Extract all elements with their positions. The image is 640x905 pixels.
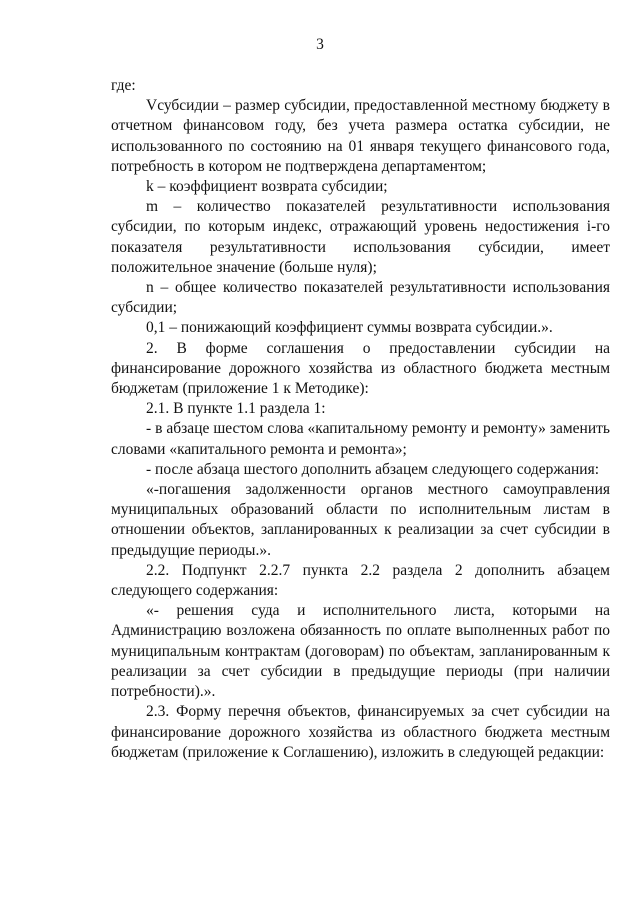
paragraph-quote-debt: «-погашения задолженности органов местного самоуправления муниципальных образований области по исполнительным листам в отношении объектов, запланированных к реализации за счет субсидии в предыдущие периоды.». bbox=[111, 481, 610, 559]
paragraph-item-2: 2. В форме соглашения о предоставлении субсидии на финансирование дорожного хозяйства из областного бюджета местным бюджетам (приложение 1 к Методике): bbox=[111, 339, 610, 398]
page-number: 3 bbox=[316, 36, 324, 53]
paragraph-item-2-1: 2.1. В пункте 1.1 раздела 1: bbox=[146, 400, 326, 418]
paragraph-replace-words: - в абзаце шестом слова «капитальному ремонту и ремонту» заменить словами «капитального ремонта и ремонта»; bbox=[111, 420, 610, 458]
paragraph-v-subsidy: Vсубсидии – размер субсидии, предоставленной местному бюджету в отчетном финансовом году, без учета размера остатка субсидии, не использованного по состоянию на 01 января текущего финансового года, потребность в котором не подтверждена департаментом; bbox=[111, 97, 610, 175]
document-body bbox=[111, 76, 610, 763]
paragraph-m: m – количество показателей результативности использования субсидии, по которым индекс, отражающий уровень недостижения i-го показателя результативности использования субсидии, имеет положительное значение (больше нуля); bbox=[111, 198, 610, 276]
paragraph-n: n – общее количество показателей результативности использования субсидии; bbox=[111, 279, 610, 317]
paragraph-item-2-3: 2.3. Форму перечня объектов, финансируемых за счет субсидии на финансирование дорожного хозяйства из областного бюджета местным бюджетам (приложение к Соглашению), изложить в следующей редакции: bbox=[111, 703, 610, 761]
paragraph-coefficient: 0,1 – понижающий коэффициент суммы возврата субсидии.». bbox=[146, 319, 553, 337]
paragraph-item-2-2: 2.2. Подпункт 2.2.7 пункта 2.2 раздела 2 дополнить абзацем следующего содержания: bbox=[111, 561, 610, 600]
paragraph-add-after-sixth: - после абзаца шестого дополнить абзацем следующего содержания: bbox=[146, 460, 600, 478]
paragraph-quote-court: «- решения суда и исполнительного листа, которыми на Администрацию возложена обязанность по оплате выполненных работ по муниципальным контрактам (договорам) по объектам, запланированным к реализации за счет субсидии в предыдущие периоды (при наличии потребности).». bbox=[111, 602, 610, 701]
paragraph-where: где: bbox=[111, 77, 136, 94]
paragraph-k: k – коэффициент возврата субсидии; bbox=[146, 178, 388, 196]
